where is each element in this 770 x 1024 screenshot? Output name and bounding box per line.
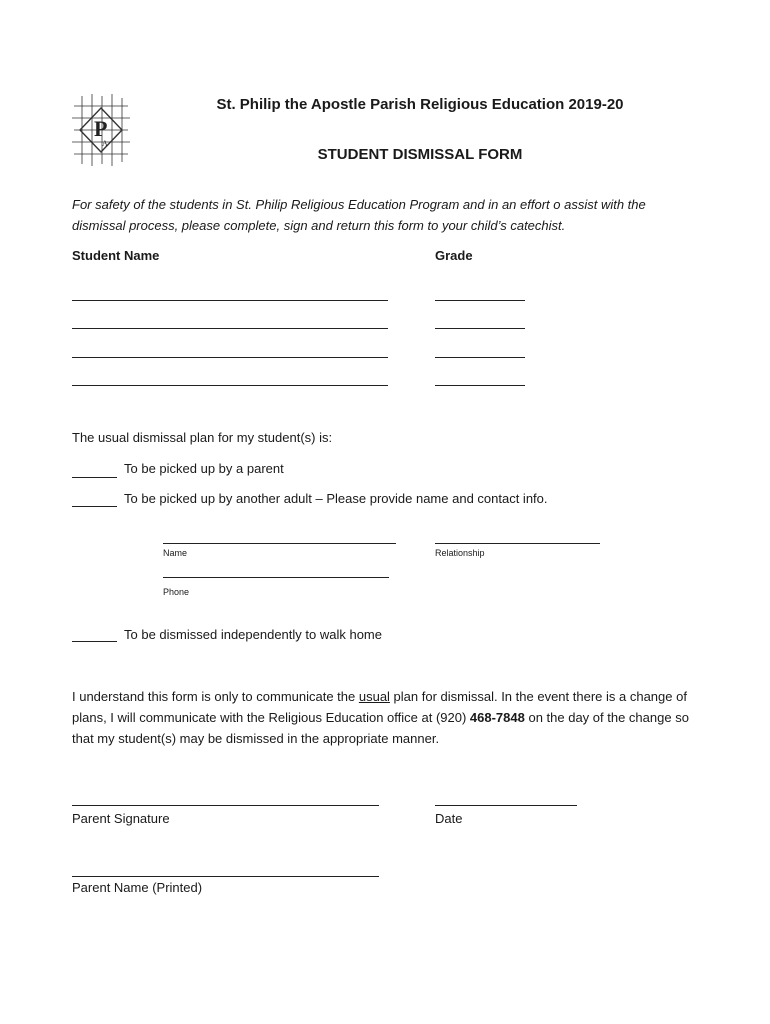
relationship-label: Relationship bbox=[435, 548, 485, 558]
statement-part-2: plan for dismissal. In the event there is a change of plans, I will communicate with the Religious Education office at (920) bbox=[72, 689, 687, 725]
grade-field-1[interactable] bbox=[435, 300, 525, 301]
option-adult-blank[interactable] bbox=[72, 506, 117, 507]
grade-field-2[interactable] bbox=[435, 328, 525, 329]
svg-text:A: A bbox=[102, 139, 108, 148]
date-field[interactable] bbox=[435, 805, 577, 806]
adult-name-label: Name bbox=[163, 548, 188, 558]
student-name-field-1[interactable] bbox=[72, 300, 388, 301]
parent-name-field[interactable] bbox=[72, 876, 379, 877]
grade-field-3[interactable] bbox=[435, 357, 525, 358]
student-name-field-2[interactable] bbox=[72, 328, 388, 329]
statement-part-1: I understand this form is only to communicate the bbox=[72, 689, 359, 704]
parish-logo bbox=[72, 94, 130, 166]
statement-part-3: on the day of the change so that my student(s) may be dismissed in the appropriate manner. bbox=[72, 710, 689, 746]
student-name-field-3[interactable] bbox=[72, 357, 388, 358]
parent-signature-label: Parent Signature bbox=[72, 811, 170, 826]
parent-signature-field[interactable] bbox=[72, 805, 379, 806]
date-label: Date bbox=[435, 811, 463, 826]
grade-label: Grade bbox=[435, 248, 473, 263]
office-phone-number: 468-7848 bbox=[469, 710, 525, 725]
svg-text:P: P bbox=[94, 116, 108, 141]
relationship-field[interactable] bbox=[435, 543, 600, 544]
grade-field-4[interactable] bbox=[435, 385, 525, 386]
option-adult-label: To be picked up by another adult – Please provide name and contact info. bbox=[124, 491, 548, 506]
phone-field[interactable] bbox=[163, 577, 389, 578]
option-walk-blank[interactable] bbox=[72, 641, 117, 642]
adult-name-field[interactable] bbox=[163, 543, 396, 544]
student-name-field-4[interactable] bbox=[72, 385, 388, 386]
option-walk-label: To be dismissed independently to walk home bbox=[124, 627, 382, 642]
parent-name-label: Parent Name (Printed) bbox=[72, 880, 203, 895]
intro-text: For safety of the students in St. Philip Religious Education Program and in an effort o assist with the dismissal process, please complete, sign and return this form to your child’s catechist. bbox=[72, 197, 646, 233]
statement-underlined-word: usual bbox=[358, 689, 390, 704]
form-title: STUDENT DISMISSAL FORM bbox=[317, 146, 523, 163]
phone-label: Phone bbox=[163, 587, 190, 597]
understanding-statement bbox=[72, 686, 702, 749]
option-parent-blank[interactable] bbox=[72, 477, 117, 478]
dismissal-prompt: The usual dismissal plan for my student(s) is: bbox=[72, 430, 333, 445]
option-parent-label: To be picked up by a parent bbox=[124, 461, 284, 476]
student-name-label: Student Name bbox=[72, 248, 160, 263]
parish-title: St. Philip the Apostle Parish Religious Education 2019-20 bbox=[216, 96, 624, 113]
